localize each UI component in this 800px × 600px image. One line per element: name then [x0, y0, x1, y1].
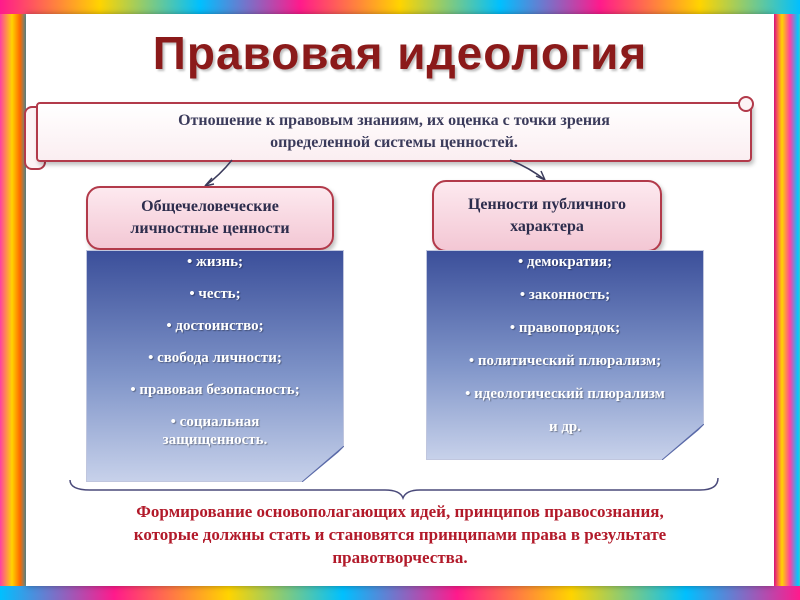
- list-item: • правовая безопасность;: [130, 382, 300, 398]
- list-item: • правопорядок;: [509, 320, 621, 336]
- page-fold-left: [302, 446, 344, 482]
- universal-values-list: [87, 251, 343, 449]
- list-item: • законность;: [519, 287, 611, 303]
- heading-universal-values: [86, 186, 334, 250]
- heading-universal-values-line-2: личностные ценности: [130, 220, 290, 237]
- page-fold-right: [662, 424, 704, 460]
- scroll-curl-right: [738, 96, 754, 112]
- definition-line-1: Отношение к правовым знаниям, их оценка с точки зрения: [178, 112, 610, 129]
- slide-title: Правовая идеология: [152, 27, 648, 79]
- heading-public-values-line-2: характера: [510, 218, 584, 235]
- heading-public-values: [432, 180, 662, 252]
- list-item: • политический плюрализм;: [468, 353, 662, 369]
- heading-universal-values-line-1: Общечеловеческие: [141, 198, 279, 215]
- list-item: и др.: [548, 419, 582, 435]
- list-item: • свобода личности;: [148, 350, 282, 366]
- conclusion-text: [40, 500, 760, 569]
- list-item: • достоинство;: [166, 318, 264, 334]
- conclusion-line-3: правотворчества.: [332, 548, 468, 567]
- list-item: • честь;: [189, 286, 241, 302]
- definition-text: [178, 110, 610, 154]
- decorative-border-top: [0, 0, 800, 14]
- conclusion-line-2: которые должны стать и становятся принципами права в результате: [133, 525, 667, 544]
- list-item: • демократия;: [518, 254, 612, 270]
- heading-public-values-line-1: Ценности публичного: [467, 196, 627, 213]
- definition-line-2: определенной системы ценностей.: [270, 134, 518, 151]
- conclusion-line-1: Формирование основополагающих идей, принципов правосознания,: [136, 502, 664, 521]
- public-values-list: [427, 251, 703, 436]
- decorative-border-bottom: [0, 586, 800, 600]
- list-item: • социальная защищенность.: [162, 414, 268, 448]
- list-item: • идеологический плюрализм: [465, 386, 665, 402]
- definition-banner: [36, 102, 752, 162]
- list-item: • жизнь;: [186, 254, 244, 270]
